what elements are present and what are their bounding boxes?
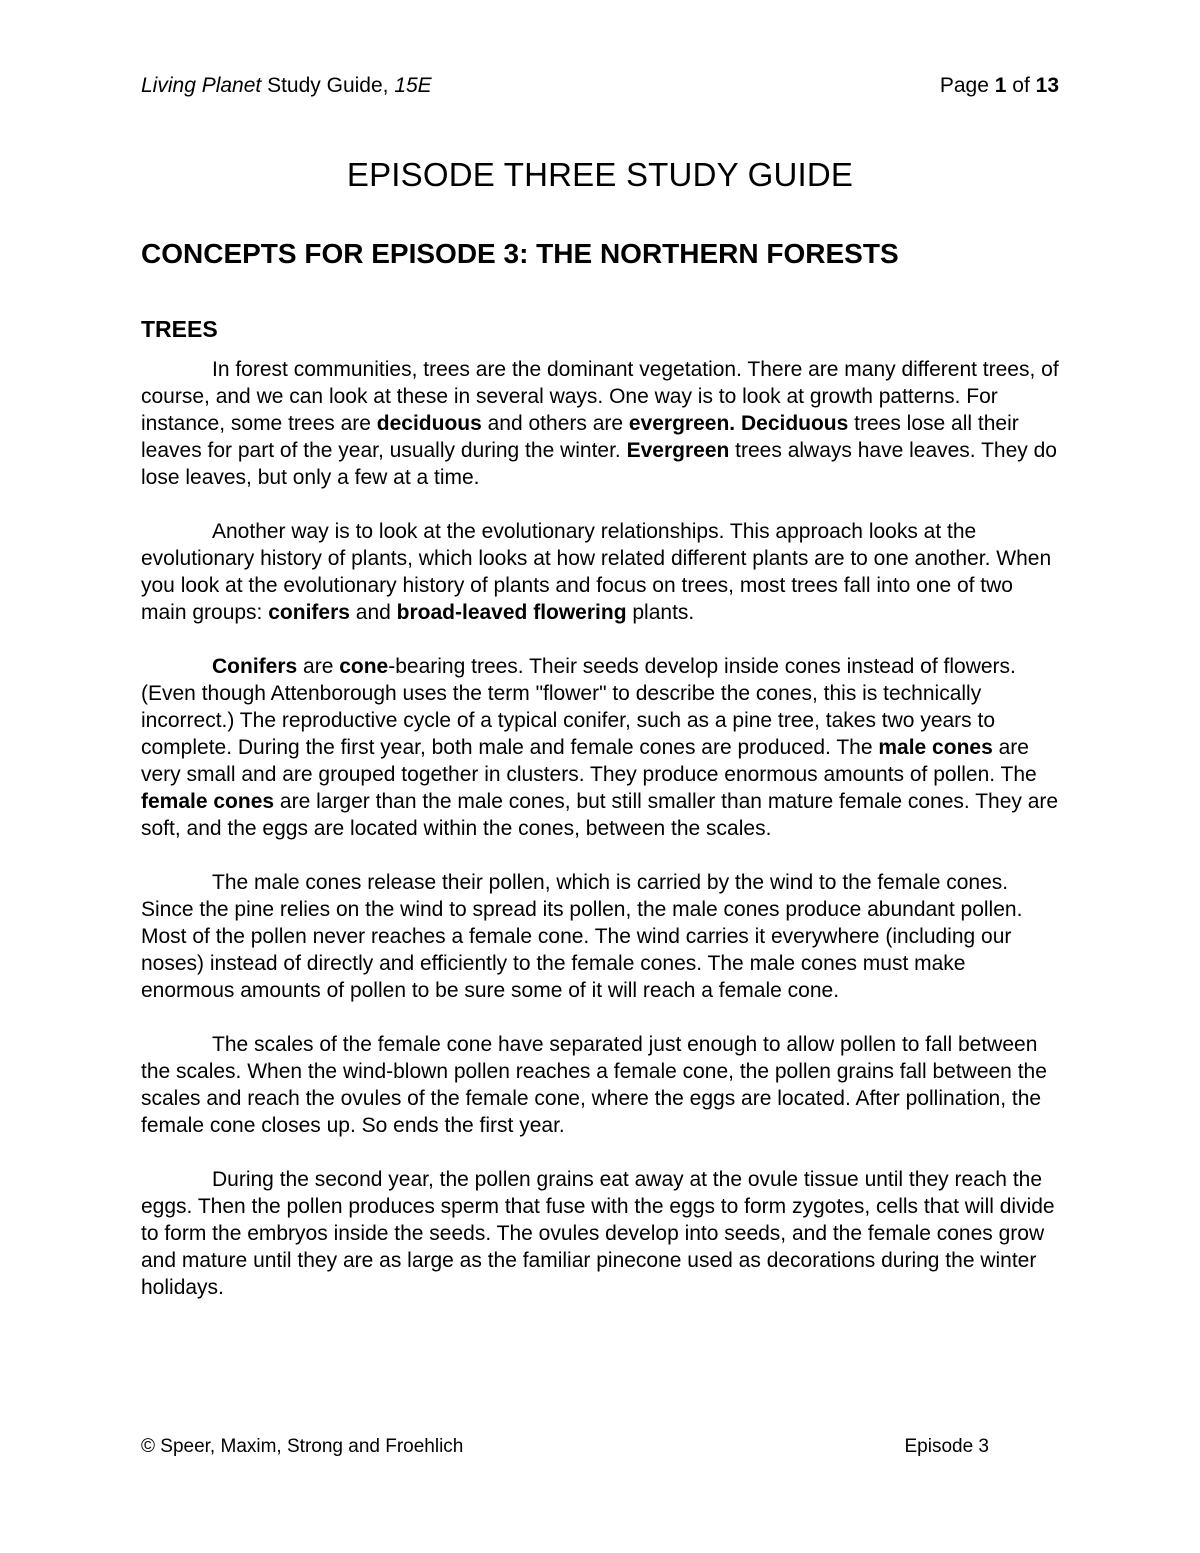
- book-title: Living Planet: [141, 74, 262, 97]
- bold-term: Conifers: [212, 655, 298, 678]
- text-run: trees lose all their leaves for part of the year, usually during the winter.: [141, 412, 1019, 462]
- page-total: 13: [1035, 74, 1059, 97]
- body-text: [141, 356, 1061, 1328]
- footer-copyright: © Speer, Maxim, Strong and Froehlich: [141, 1436, 464, 1457]
- paragraph-6: During the second year, the pollen grains eat away at the ovule tissue until they reach the eggs. Then the pollen produces sperm that fuse with the eggs to form zygotes, cells that will divide to form the embryos inside the seeds. The ovules develop into seeds, and the female cones grow and mature until they are as large as the familiar pinecone used as decorations during the winter holidays.: [141, 1168, 1055, 1299]
- text-run: Another way is to look at the evolutionary relationships. This approach looks at the evolutionary history of plants, which looks at how related different plants are to one another. When you look at the evolutionary history of plants and focus on trees, most trees fall into one of two main groups:: [141, 520, 1052, 624]
- header-book-title: [141, 73, 432, 99]
- bold-term: conifers: [268, 601, 350, 624]
- text-run: and: [349, 601, 397, 624]
- bold-term: cone: [339, 655, 389, 678]
- document-title: EPISODE THREE STUDY GUIDE: [346, 156, 854, 193]
- bold-term: broad-leaved flowering: [396, 601, 627, 624]
- text-run: are very small and are grouped together in clusters. They produce enormous amounts of pollen. The: [141, 736, 1037, 786]
- bold-term: evergreen.: [628, 412, 736, 435]
- bold-term: female cones: [141, 790, 275, 813]
- bold-term: deciduous: [376, 412, 482, 435]
- header-page-number: [940, 73, 1059, 99]
- page-number: 1: [994, 74, 1007, 97]
- text-run: plants.: [626, 601, 695, 624]
- bold-term: male cones: [878, 736, 993, 759]
- bold-term: Evergreen: [626, 439, 730, 462]
- text-run: trees always have leaves. They do lose leaves, but only a few at a time.: [141, 439, 1057, 489]
- paragraph-3: [141, 653, 1061, 842]
- text-run: In forest communities, trees are the dominant vegetation. There are many different trees, of course, and we can look at these in several ways. One way is to look at growth patterns. For instance, some trees are: [141, 358, 1059, 435]
- paragraph-2: [141, 518, 1061, 626]
- section-heading: CONCEPTS FOR EPISODE 3: THE NORTHERN FORESTS: [141, 238, 899, 269]
- paragraph-1: [141, 356, 1061, 491]
- bold-term: Deciduous: [740, 412, 849, 435]
- text-run: -bearing trees. Their seeds develop inside cones instead of flowers. (Even though Attenborough uses the term "flower" to describe the cones, this is technically incorrect.) The reproductive cycle of a typical conifer, such as a pine tree, takes two years to complete. During the first year, both male and female cones are produced. The: [141, 655, 1016, 759]
- subheading-trees: TREES: [141, 316, 218, 342]
- guide-label: Study Guide,: [261, 74, 395, 97]
- page-prefix: Page: [939, 74, 995, 97]
- paragraph-5: The scales of the female cone have separated just enough to allow pollen to fall between the scales. When the wind-blown pollen reaches a female cone, the pollen grains fall between the scales and reach the ovules of the female cone, where the eggs are located. After pollination, the female cone closes up. So ends the first year.: [141, 1033, 1047, 1137]
- footer-episode: Episode 3: [904, 1436, 989, 1457]
- text-run: and others are: [481, 412, 629, 435]
- page-of: of: [1006, 74, 1036, 97]
- paragraph-4: The male cones release their pollen, which is carried by the wind to the female cones. Since the pine relies on the wind to spread its pollen, the male cones produce abundant pollen. Most of the pollen never reaches a female cone. The wind carries it everywhere (including our noses) instead of directly and efficiently to the female cones. The male cones must make enormous amounts of pollen to be sure some of it will reach a female cone.: [141, 871, 1023, 1002]
- text-run: are: [297, 655, 340, 678]
- text-run: are larger than the male cones, but still smaller than mature female cones. They are soft, and the eggs are located within the cones, between the scales.: [141, 790, 1059, 840]
- edition: 15E: [394, 74, 432, 97]
